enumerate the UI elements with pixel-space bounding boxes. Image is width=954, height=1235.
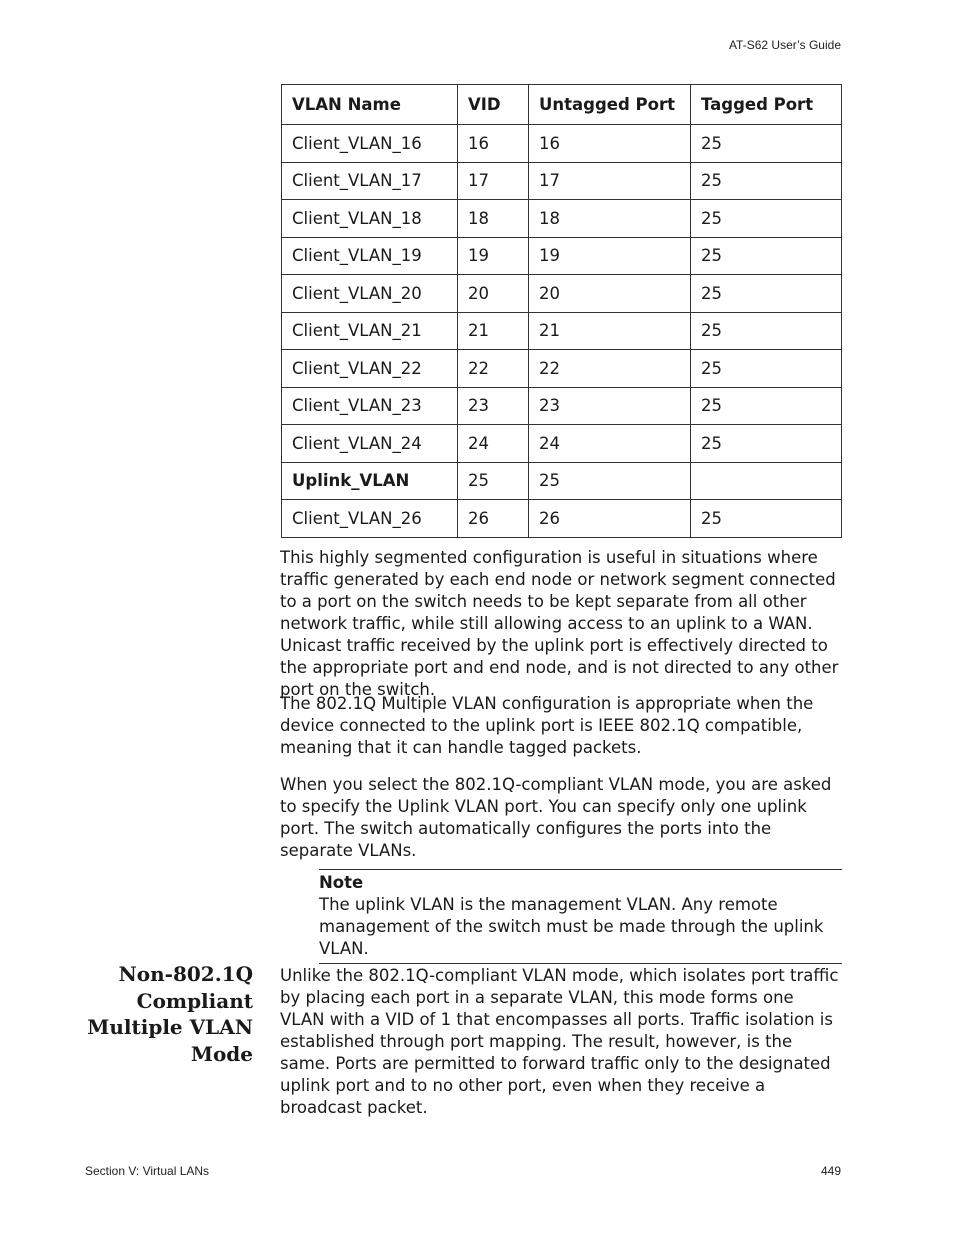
- cell-vid: 26: [458, 500, 529, 538]
- cell-vlan-name: Client_VLAN_17: [282, 162, 458, 200]
- cell-untagged-port: 19: [529, 237, 691, 275]
- cell-vlan-name: Client_VLAN_24: [282, 425, 458, 463]
- cell-vlan-name: Uplink_VLAN: [282, 462, 458, 500]
- cell-untagged-port: 16: [529, 125, 691, 163]
- table-header-row: [282, 85, 842, 125]
- section-heading-line: Multiple VLAN: [87, 1015, 253, 1039]
- cell-vid: 25: [458, 462, 529, 500]
- cell-tagged-port: 25: [691, 312, 842, 350]
- cell-vid: 19: [458, 237, 529, 275]
- running-header-title: AT-S62 User’s Guide: [728, 38, 841, 52]
- cell-tagged-port: 25: [691, 500, 842, 538]
- cell-vid: 16: [458, 125, 529, 163]
- cell-vid: 17: [458, 162, 529, 200]
- cell-tagged-port: 25: [691, 237, 842, 275]
- cell-vlan-name: Client_VLAN_23: [282, 387, 458, 425]
- table-row: [282, 462, 842, 500]
- cell-tagged-port: 25: [691, 350, 842, 388]
- footer-section-label: Section V: Virtual LANs: [85, 1164, 210, 1178]
- cell-untagged-port: 22: [529, 350, 691, 388]
- section-heading-line: Compliant: [136, 988, 253, 1013]
- cell-vid: 20: [458, 275, 529, 313]
- note-text: The uplink VLAN is the management VLAN. Any remote management of the switch must be made through the uplink VLAN.: [319, 895, 824, 958]
- cell-vlan-name: Client_VLAN_19: [282, 237, 458, 275]
- cell-untagged-port: 21: [529, 312, 691, 350]
- cell-vid: 24: [458, 425, 529, 463]
- section-heading-line: Non-802.1Q: [118, 962, 253, 986]
- column-header-vlan-name: VLAN Name: [282, 85, 458, 125]
- cell-untagged-port: 24: [529, 425, 691, 463]
- cell-vlan-name: Client_VLAN_20: [282, 275, 458, 313]
- body-paragraph-8021q-compatibility: The 802.1Q Multiple VLAN configuration is appropriate when the device connected to the uplink port is IEEE 802.1Q compatible, meaning that it can handle tagged packets.: [280, 694, 814, 757]
- cell-untagged-port: 25: [529, 462, 691, 500]
- column-header-vid: VID: [458, 85, 529, 125]
- body-paragraph-uplink-selection: When you select the 802.1Q-compliant VLAN mode, you are asked to specify the Uplink VLAN port. You can specify only one uplink port. The switch automatically configures the ports into the separate VLANs.: [280, 775, 832, 860]
- cell-tagged-port: 25: [691, 200, 842, 238]
- cell-tagged-port: 25: [691, 425, 842, 463]
- cell-vid: 18: [458, 200, 529, 238]
- body-paragraph-non-8021q-mode: Unlike the 802.1Q-compliant VLAN mode, which isolates port traffic by placing each port in a separate VLAN, this mode forms one VLAN with a VID of 1 that encompasses all ports. Traffic isolation is established through port mapping. The result, however, is the same. Ports are permitted to forward traffic only to the designated uplink port and to no other port, even when they receive a broadcast packet.: [280, 966, 839, 1117]
- cell-untagged-port: 18: [529, 200, 691, 238]
- table-row: [282, 237, 842, 275]
- note-box: [319, 869, 842, 964]
- note-title: Note: [319, 873, 364, 892]
- cell-untagged-port: 20: [529, 275, 691, 313]
- body-paragraph-segmented-config: This highly segmented configuration is useful in situations where traffic generated by each end node or network segment connected to a port on the switch needs to be kept separate from all other network traffic, while still allowing access to an uplink to a WAN. Unicast traffic received by the uplink port is effectively directed to the appropriate port and end node, and is not directed to any other port on the switch.: [280, 548, 839, 699]
- cell-vlan-name: Client_VLAN_18: [282, 200, 458, 238]
- table-row: [282, 200, 842, 238]
- cell-tagged-port: 25: [691, 162, 842, 200]
- section-heading: [60, 961, 253, 1067]
- table-row: [282, 425, 842, 463]
- cell-vid: 22: [458, 350, 529, 388]
- cell-tagged-port: [691, 462, 842, 500]
- table-row: [282, 275, 842, 313]
- table-row: [282, 125, 842, 163]
- cell-untagged-port: 17: [529, 162, 691, 200]
- cell-tagged-port: 25: [691, 125, 842, 163]
- cell-vlan-name: Client_VLAN_26: [282, 500, 458, 538]
- cell-untagged-port: 23: [529, 387, 691, 425]
- section-heading-line: Mode: [190, 1041, 253, 1066]
- cell-vid: 21: [458, 312, 529, 350]
- cell-vlan-name: Client_VLAN_21: [282, 312, 458, 350]
- cell-vlan-name: Client_VLAN_22: [282, 350, 458, 388]
- table-row: [282, 312, 842, 350]
- cell-untagged-port: 26: [529, 500, 691, 538]
- cell-tagged-port: 25: [691, 275, 842, 313]
- table-row: [282, 500, 842, 538]
- table-row: [282, 350, 842, 388]
- table-row: [282, 162, 842, 200]
- cell-vlan-name: Client_VLAN_16: [282, 125, 458, 163]
- vlan-table: [281, 84, 842, 538]
- footer-page-number: 449: [820, 1164, 841, 1178]
- cell-tagged-port: 25: [691, 387, 842, 425]
- cell-vid: 23: [458, 387, 529, 425]
- column-header-tagged-port: Tagged Port: [691, 85, 842, 125]
- table-row: [282, 387, 842, 425]
- column-header-untagged-port: Untagged Port: [529, 85, 691, 125]
